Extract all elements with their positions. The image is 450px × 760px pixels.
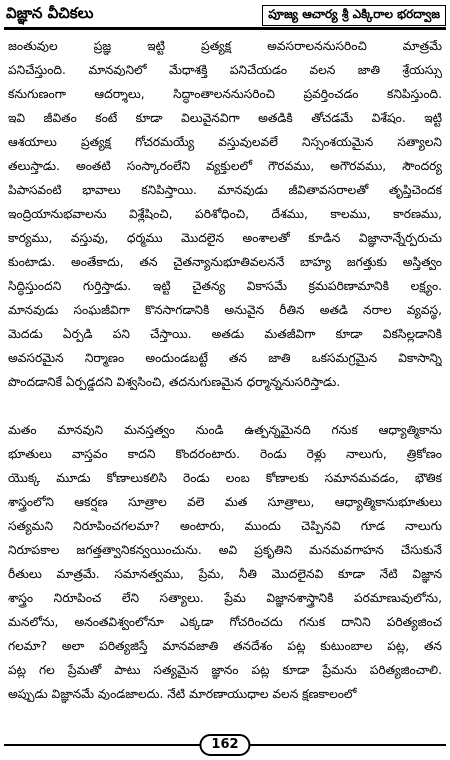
text-line: కనుగుణంగా ఆదర్శాలు, సిద్ధాంతాలననుసరించి ప్రవర్తించడం కనిపిస్తుంది. [8,87,442,101]
text-line: శాస్త్రం నిరూపించ లేని సత్యాలు. ప్రేమ విజ్ఞానశాస్త్రానికి పరమాణువులోను, [8,591,442,605]
text-line: రీతులు మాత్రమే. సమానత్వము, ప్రేమ, నీతి మొదలైనవి కూడా నేటి విజ్ఞాన [8,567,442,581]
paragraph-1 [8,34,442,394]
text-line: సిద్ధిస్తుందని గుర్తిస్తాడు. ఇట్టి చైతన్య వికాసమే క్రమపరిణామానికి లక్ష్యం. [8,279,442,293]
paragraph-2 [8,418,442,706]
text-line: పట్ల గల ప్రేమతో పాటు సత్యమైన జ్ఞానం పట్ల కూడా ప్రేమను పరిత్యజించాలి. [8,663,442,677]
text-line: శాస్త్రంలోని ఆకర్షణ సూత్రాల వలె మత సూత్రాలు, ఆధ్యాత్మికానుభూతులు [8,495,442,509]
running-header [4,3,446,30]
page-footer [0,734,450,756]
text-line: సత్యమని నిరూపించగలమా? అంటారు, ముందు చెప్పినవి గూడ నాలుగు [8,519,442,533]
text-line: తలుస్తాడు. అంతటి సంస్కారంలేని వ్యక్తులలో గౌరవము, అగౌరవము, సౌందర్య [8,159,442,173]
text-line: మతం మానవుని మనస్తత్వం నుండి ఉత్పన్నమైనది గనుక ఆధ్యాత్మికాను [8,423,442,437]
text-line: మానవుడు సంఘజీవిగా కొనసాగడానికి అనువైన రీతిన అతడి నరాల వ్యవస్థ, [8,303,442,317]
text-line: ఇవి జీవితం కంటే కూడా విలువైనవిగా అతడికి తోచడమే విశేషం. ఇట్టి [8,111,442,125]
text-line: గలమా? అలా పరిత్యజిస్తే మానవజాతి తనదేశం పట్ల కుటుంబాల పట్ల, తన [8,639,442,653]
text-line: మనలోను, అనంతవిశ్వంలోనూ ఎక్కడా గోచరించదు గనుక దానిని పరిత్యజించ [8,615,442,629]
text-line: ఇంద్రియానుభవాలను విశ్లేషించి, పరిశోధించి, దేశము, కాలము, కారణము, [8,207,442,221]
text-line: పొందడానికే ఏర్పడ్డదని విశ్వసించి, తదనుగుణమైన ధర్మాన్ననుసరిస్తాడు. [8,375,341,389]
text-line: ఆశయాలు ప్రత్యక్ష గోచరమయ్యే వస్తువులవలే నిస్సంశయమైన సత్యాలని [8,135,442,149]
text-line: అప్పుడు విజ్ఞానమే వుండజాలదు. నేటి మారణాయుధాల వలన క్షణకాలంలో [8,687,357,701]
text-line: పిపాసవంటి భావాలు కనిపిస్తాయి. మానవుడు జీవితావసరాలతో తృప్తిచెందక [8,183,442,197]
text-line: అవసరమైన నిర్మాణం అందుండబట్టే తన జాతి ఒకసమగ్రమైన వికాసాన్ని [8,351,442,365]
text-line: భూతులు వాస్తవం కాదని కొందరంటారు. రెండు రెళ్లు నాలుగు, త్రికోణం [8,447,442,461]
text-line: యొక్క మూడు కోణాలుకలిసి రెండు లంబ కోణాలకు సమానమవడం, భౌతిక [8,471,442,485]
text-line: పనిచేస్తుంది. మానవునిలో మేధాశక్తి పనిచేయడం వలన జాతి శ్రేయస్సు [8,63,442,77]
page-number: 162 [199,734,250,756]
text-line: జంతువుల ప్రజ్ఞ ఇట్టి ప్రత్యక్ష అవసరాలననుసరించి మాత్రమే [8,39,442,53]
text-line: కుంటాడు. అంతేకాదు, తన చైతన్యానుభూతివలననే బాహ్య జగత్తుకు అస్తిత్వం [8,255,442,269]
text-line: నిరూపకాల జగత్తత్వానికన్వయించును. అవి ప్రకృతిని మనమవగాహన చేసుకునే [8,543,442,557]
author-name: పూజ్య ఆచార్య శ్రీ ఎక్కిరాల భరద్వాజ [262,5,446,26]
text-line: మెదడు ఏర్పడి పని చేస్తాయి. అతడు మతజీవిగా కూడా వికసిల్లడానికి [8,327,442,341]
book-title: విజ్ఞాన వీచికలు [6,4,94,22]
text-line: కార్యము, వస్తువు, ధర్మము మొదలైన అంశాలతో కూడిన విజ్ఞానాన్నేర్పరుచు [8,231,442,245]
paragraph-spacer [8,394,442,418]
body-text [8,34,442,706]
